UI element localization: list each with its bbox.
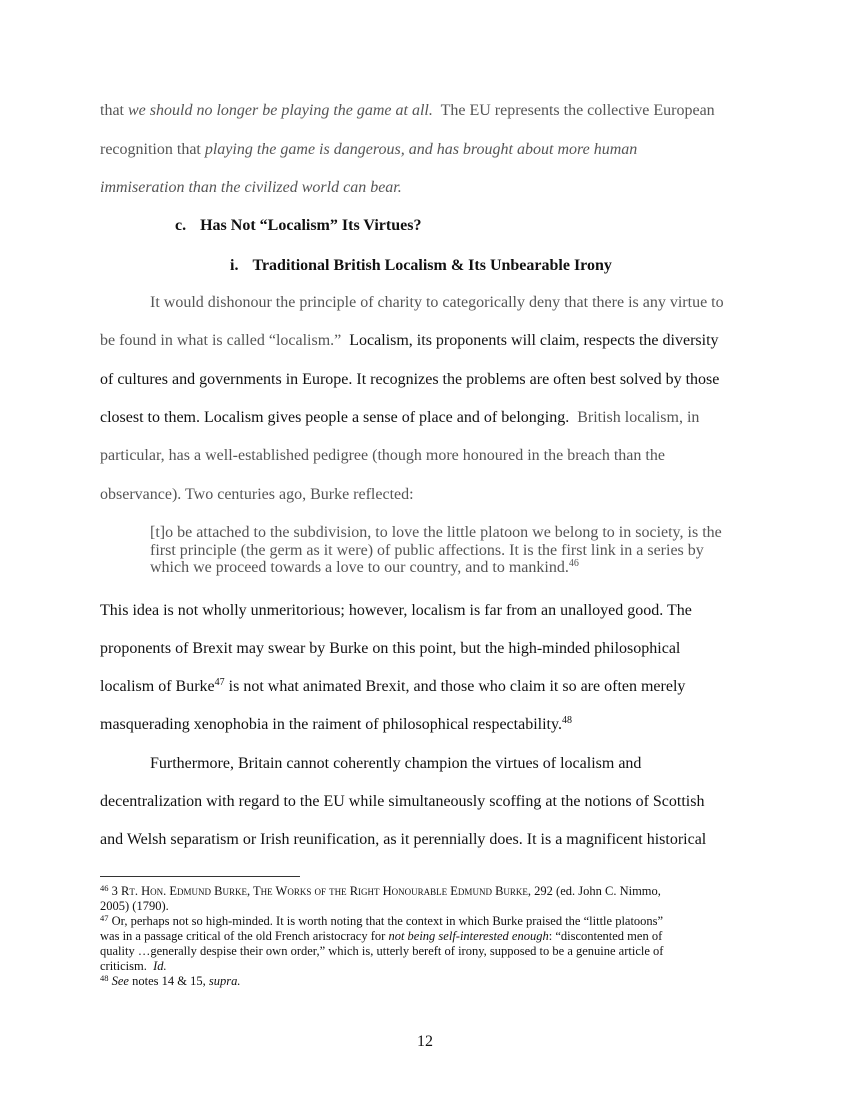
text-run: and Welsh separatism or Irish reunification, as it perennially does. It is a magnificent historical bbox=[100, 831, 707, 848]
footnote-ref: 46 bbox=[568, 558, 579, 569]
text-run: particular, has a well-established pedigree (though more honoured in the breach than the bbox=[100, 447, 665, 464]
text-run: notes 14 & 15, bbox=[128, 974, 209, 988]
body-line bbox=[100, 370, 750, 390]
body-line bbox=[100, 101, 750, 121]
page-number: 12 bbox=[417, 1033, 433, 1050]
quote-line bbox=[150, 542, 750, 560]
heading-title: Traditional British Localism & Its Unbearable Irony bbox=[252, 257, 612, 274]
text-run: was in a passage critical of the old French aristocracy for bbox=[100, 929, 389, 943]
italic-text: immiseration than the civilized world can bear. bbox=[100, 179, 402, 196]
heading-title: Has Not “Localism” Its Virtues? bbox=[200, 217, 422, 234]
text-run: quality …generally despise their own order,” which is, utterly bereft of irony, supposed to be a genuine article of bbox=[100, 944, 664, 958]
text-run: Or, perhaps not so high-minded. It is worth noting that the context in which Burke praised the “little platoons” bbox=[108, 914, 664, 928]
body-line bbox=[100, 485, 750, 505]
body-line bbox=[100, 677, 750, 697]
text-run: The EU represents the collective European bbox=[432, 102, 715, 119]
italic-text: playing the game is dangerous, and has brought about more human bbox=[204, 141, 638, 158]
text-run: which we proceed towards a love to our country, and to mankind. bbox=[150, 559, 569, 576]
text-run: masquerading xenophobia in the raiment of philosophical respectability. bbox=[100, 716, 562, 733]
heading-label: i. bbox=[230, 257, 239, 274]
text-run: of cultures and governments in Europe. It recognizes the problems are often best solved by those bbox=[100, 371, 720, 388]
body-line bbox=[150, 754, 750, 774]
citation-title: Rt. Hon. Edmund Burke, The Works of the Right Honourable Edmund Burke bbox=[121, 884, 528, 898]
text-run: that bbox=[100, 102, 128, 119]
footnote-ref: 48 bbox=[561, 715, 572, 726]
quote-line bbox=[150, 559, 750, 577]
body-line bbox=[150, 293, 750, 313]
text-run: [t]o be attached to the subdivision, to love the little platoon we belong to in society, is the bbox=[150, 524, 722, 541]
text-run: It would dishonour the principle of charity to categorically deny that there is any virtue to bbox=[150, 294, 724, 311]
footnotes bbox=[100, 884, 750, 989]
italic-text: supra. bbox=[208, 974, 241, 988]
footnote-ref: 47 bbox=[214, 677, 225, 688]
footnote-number: 46 bbox=[100, 883, 109, 893]
text-run: recognition that bbox=[100, 141, 205, 158]
text-run: criticism. bbox=[100, 959, 154, 973]
text-run: : “discontented men of bbox=[548, 929, 663, 943]
body-line bbox=[100, 601, 750, 621]
body-line bbox=[100, 446, 750, 466]
text-run: Localism, its proponents will claim, respects the diversity bbox=[341, 332, 719, 349]
body-line bbox=[100, 140, 750, 160]
body-line bbox=[100, 792, 750, 812]
text-run: , 292 (ed. John C. Nimmo, bbox=[527, 884, 661, 898]
body-line bbox=[100, 639, 750, 659]
text-run: Furthermore, Britain cannot coherently champion the virtues of localism and bbox=[150, 755, 642, 772]
text-run: British localism, in bbox=[569, 409, 700, 426]
text-run: is not what animated Brexit, and those who claim it so are often merely bbox=[224, 678, 686, 695]
text-run: closest to them. Localism gives people a sense of place and of belonging. bbox=[100, 409, 570, 426]
body-line bbox=[100, 830, 750, 850]
section-heading-i bbox=[230, 256, 612, 276]
text-run: localism of Burke bbox=[100, 678, 215, 695]
text-run: 2005) (1790). bbox=[100, 899, 169, 913]
body-line bbox=[100, 331, 750, 351]
heading-label: c. bbox=[175, 217, 187, 234]
text-run: proponents of Brexit may swear by Burke on this point, but the high-minded philosophical bbox=[100, 640, 681, 657]
text-run: decentralization with regard to the EU while simultaneously scoffing at the notions of Scottish bbox=[100, 793, 705, 810]
text-run: This idea is not wholly unmeritorious; however, localism is far from an unalloyed good. The bbox=[100, 602, 692, 619]
footnote-47 bbox=[100, 914, 750, 974]
italic-text: not being self-interested enough bbox=[388, 929, 549, 943]
body-line bbox=[100, 178, 750, 198]
footnote-number: 48 bbox=[100, 973, 109, 983]
footnote-number: 47 bbox=[100, 913, 109, 923]
text-run: observance). Two centuries ago, Burke reflected: bbox=[100, 486, 414, 503]
quote-line bbox=[150, 524, 750, 542]
text-run: first principle (the germ as it were) of public affections. It is the first link in a series by bbox=[150, 541, 704, 559]
section-heading-c bbox=[175, 216, 421, 236]
italic-text: See bbox=[111, 974, 129, 988]
footnote-46 bbox=[100, 884, 750, 914]
body-line bbox=[100, 408, 750, 428]
block-quote bbox=[150, 524, 750, 577]
italic-text: Id. bbox=[153, 959, 167, 973]
body-line bbox=[100, 715, 750, 735]
italic-text: we should no longer be playing the game at all. bbox=[128, 102, 433, 119]
text-run: be found in what is called “localism.” bbox=[100, 332, 342, 349]
footnote-divider bbox=[100, 876, 300, 877]
text-run: 3 bbox=[108, 884, 121, 898]
footnote-48 bbox=[100, 974, 750, 989]
